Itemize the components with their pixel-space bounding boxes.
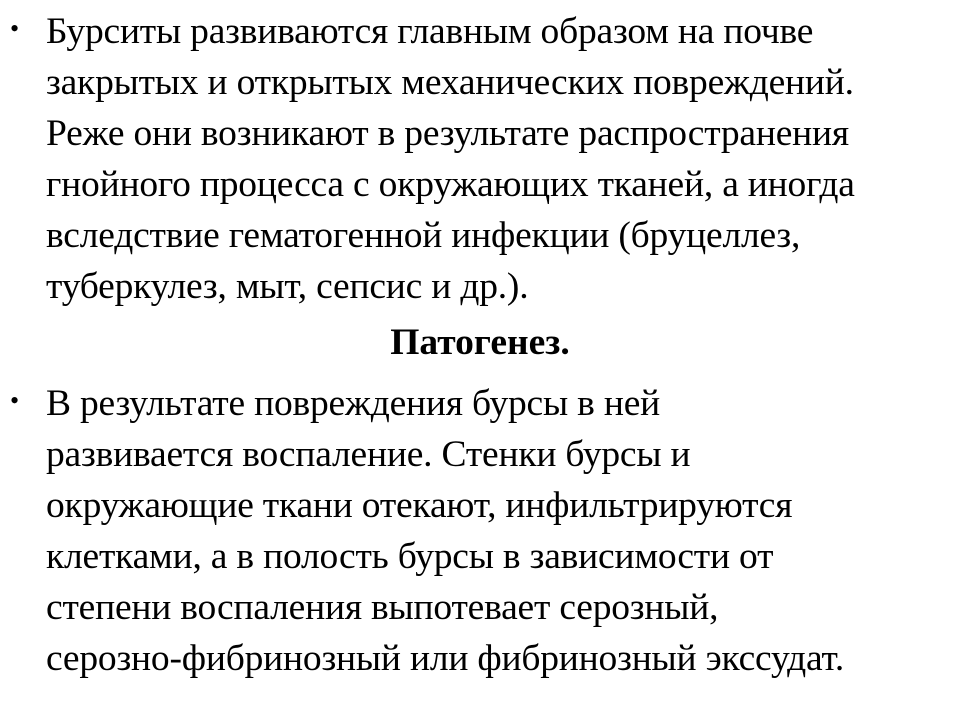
section-heading-pathogenesis: Патогенез. bbox=[390, 322, 570, 363]
bullet-text-pathogenesis: В результате повреждения бурсы в ней развивается воспаление. Стенки бурсы и окружающие ткани отекают, инфильтрируются клетками, а в полость бурсы в зависимости от степени воспаления выпотевает серозный, серозно-фибринозный или фибринозный экссудат. bbox=[46, 383, 845, 679]
bullet-icon: • bbox=[10, 14, 20, 43]
bullet-text-etiology: Бурситы развиваются главным образом на почве закрытых и открытых механических повреждений. Реже они возникают в результате распространения гнойного процесса с окружающих тканей, а иногда вследствие гематогенной инфекции (бруцеллез, туберкулез, мыт, сепсис и др.). bbox=[46, 11, 855, 307]
bullet-icon: • bbox=[10, 386, 20, 415]
